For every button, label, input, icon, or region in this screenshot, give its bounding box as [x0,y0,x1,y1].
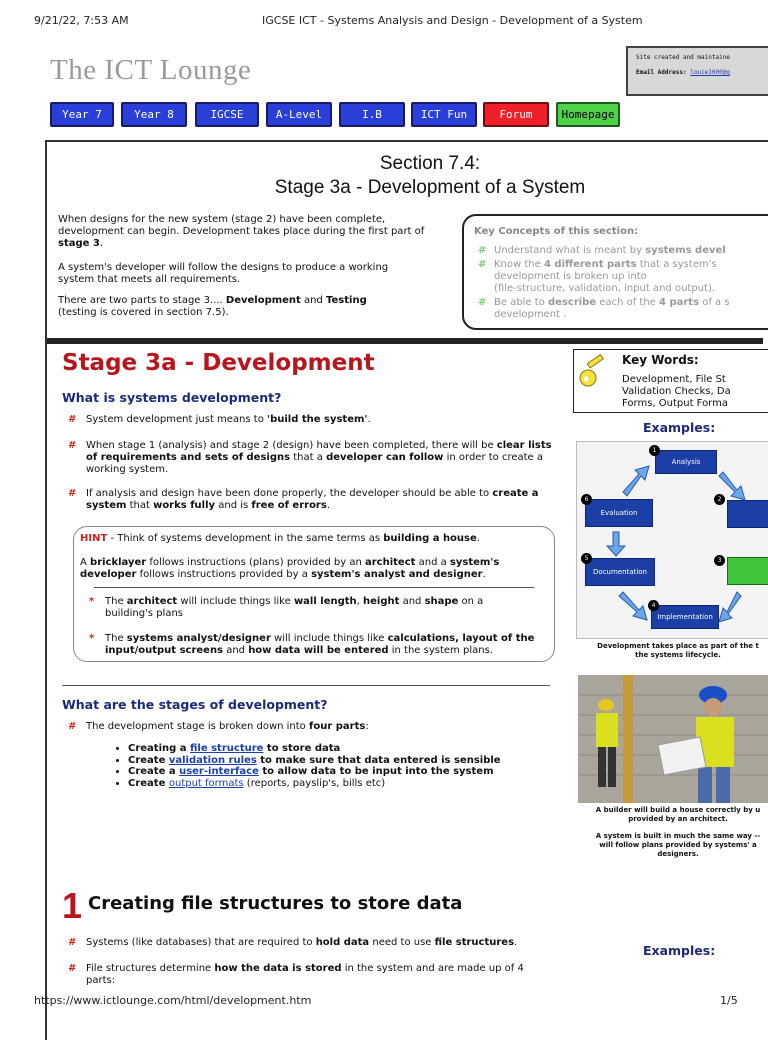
intro-paragraph-2: A system's developer will follow the designs to produce a working system that meets all requirements. [58,262,389,285]
print-page-title: IGCSE ICT - Systems Analysis and Design - Development of a System [262,14,643,27]
hint-star-item: * The architect will include things like wall length, height and shape on a building's plans [89,596,484,619]
hint-intro: HINT - Think of systems development in the same terms as building a house. [80,533,480,544]
hint-paragraph: A bricklayer follows instructions (plans) provided by an architect and a system's developer follows instructions provided by a system's analyst and designer. [80,557,500,580]
arrow-icon [619,592,647,620]
diagram-number: 2 [714,494,725,505]
arrow-icon [719,472,745,500]
bullet-item: # File structures determine how the data is stored in the system and are made up of 4 parts: [68,963,524,986]
section-title [47,152,768,200]
nav-ib-button[interactable]: I.B [339,102,405,127]
diagram-node-documentation: Documentation [585,558,655,586]
diagram-node-evaluation: Evaluation [585,499,653,527]
intro-paragraph-1: When designs for the new system (stage 2) have been complete, development can begin. Development takes place during the first part of stage 3. [58,214,425,249]
bullet-item: # Systems (like databases) that are required to hold data need to use file structures. [68,937,518,948]
nav-forum-button[interactable]: Forum [483,102,549,127]
key-words-list: Development, File St Validation Checks, Da Forms, Output Forma [622,374,731,409]
nav-homepage-button[interactable]: Homepage [556,102,620,127]
section-divider-bar [47,338,763,344]
diagram-caption: Development takes place as part of the t the systems lifecycle. [597,642,759,659]
subheading-what-is: What is systems development? [62,390,282,405]
nav-ictfun-button[interactable]: ICT Fun [411,102,477,127]
diagram-arrows [577,442,768,638]
diagram-number: 1 [649,445,660,456]
validation-rules-link[interactable]: validation rules [168,754,257,766]
hint-star-item: * The systems analyst/designer will include things like calculations, layout of the input/output screens and how data will be entered in the system plans. [89,633,535,656]
section-number: Section 7.4: [379,153,481,174]
nav-igcse-button[interactable]: IGCSE [195,102,259,127]
print-datetime: 9/21/22, 7:53 AM [34,14,129,27]
builder-photo [578,675,768,803]
section-name: Stage 3a - Development of a System [274,177,586,198]
diagram-number: 3 [714,555,725,566]
output-formats-link[interactable]: output formats [168,777,244,789]
key-concepts-title: Key Concepts of this section: [474,226,639,237]
arrow-icon [719,592,741,622]
diagram-number: 5 [581,553,592,564]
diagram-number: 6 [581,494,592,505]
bullet-item: # The development stage is broken down into four parts: [68,721,369,732]
development-stages-list [112,743,501,789]
diagram-number: 4 [648,600,659,611]
key-concept-item: # Know the 4 different parts that a system's development is broken up into (file-structure, validation, input and output). [478,259,717,294]
key-concept-item: # Understand what is meant by systems devel [478,245,726,256]
list-item: • Create output formats (reports, payslip's, bills etc) [128,778,501,790]
subheading-stages: What are the stages of development? [62,697,328,712]
user-interface-link[interactable]: user-interface [179,766,259,777]
part-number: 1 [62,885,83,926]
bullet-item: # When stage 1 (analysis) and stage 2 (design) have been completed, there will be clear lists of requirements and sets of designs that a developer can follow in order to create a working system. [68,440,552,475]
site-info-box [626,46,768,96]
key-concepts-box [462,214,768,330]
nav-year7-button[interactable]: Year 7 [50,102,114,127]
diagram-node-analysis: Analysis [655,450,717,474]
site-info-line1: Site created and maintaine [636,54,730,61]
print-url: https://www.ictlounge.com/html/development.htm [34,994,312,1007]
key-concept-item: # Be able to describe each of the 4 parts of a s development . [478,297,730,320]
email-link[interactable]: louie1000@g [690,69,730,76]
arrow-icon [607,532,625,556]
divider-line [62,685,550,686]
nav-alevel-button[interactable]: A-Level [266,102,332,127]
site-logo[interactable]: The ICT Lounge [50,54,252,86]
part-title: Creating file structures to store data [88,893,463,914]
examples-label: Examples: [643,420,716,435]
key-icon [578,354,614,388]
file-structure-link[interactable]: file structure [190,743,264,754]
stage-title: Stage 3a - Development [62,350,375,376]
bullet-item: # If analysis and design have been done properly, the developer should be able to create a system that works fully and is free of errors. [68,488,539,511]
lifecycle-diagram [576,441,768,639]
site-info-line2: Email Address: louie1000@g [636,69,730,76]
list-item: • Creating a file structure to store data [128,743,501,755]
examples-label: Examples: [643,943,716,958]
diagram-node-implementation: Implementation [651,605,719,629]
bullet-item: # System development just means to 'build the system'. [68,414,371,425]
photo-caption: A builder will build a house correctly by u provided by an architect. A system is built in much the same way -- will follow plans provided by systems' a designers. [595,806,761,858]
print-page-counter: 1/5 [720,994,738,1007]
nav-year8-button[interactable]: Year 8 [121,102,187,127]
key-words-title: Key Words: [622,353,699,367]
intro-paragraph-3: There are two parts to stage 3.... Development and Testing (testing is covered in section 7.5). [58,295,367,318]
list-item: • Create validation rules to make sure that data entered is sensible [128,755,501,767]
hint-divider [94,587,534,588]
arrow-icon [623,466,649,496]
list-item: • Create a user-interface to allow data to be input into the system [128,766,501,778]
